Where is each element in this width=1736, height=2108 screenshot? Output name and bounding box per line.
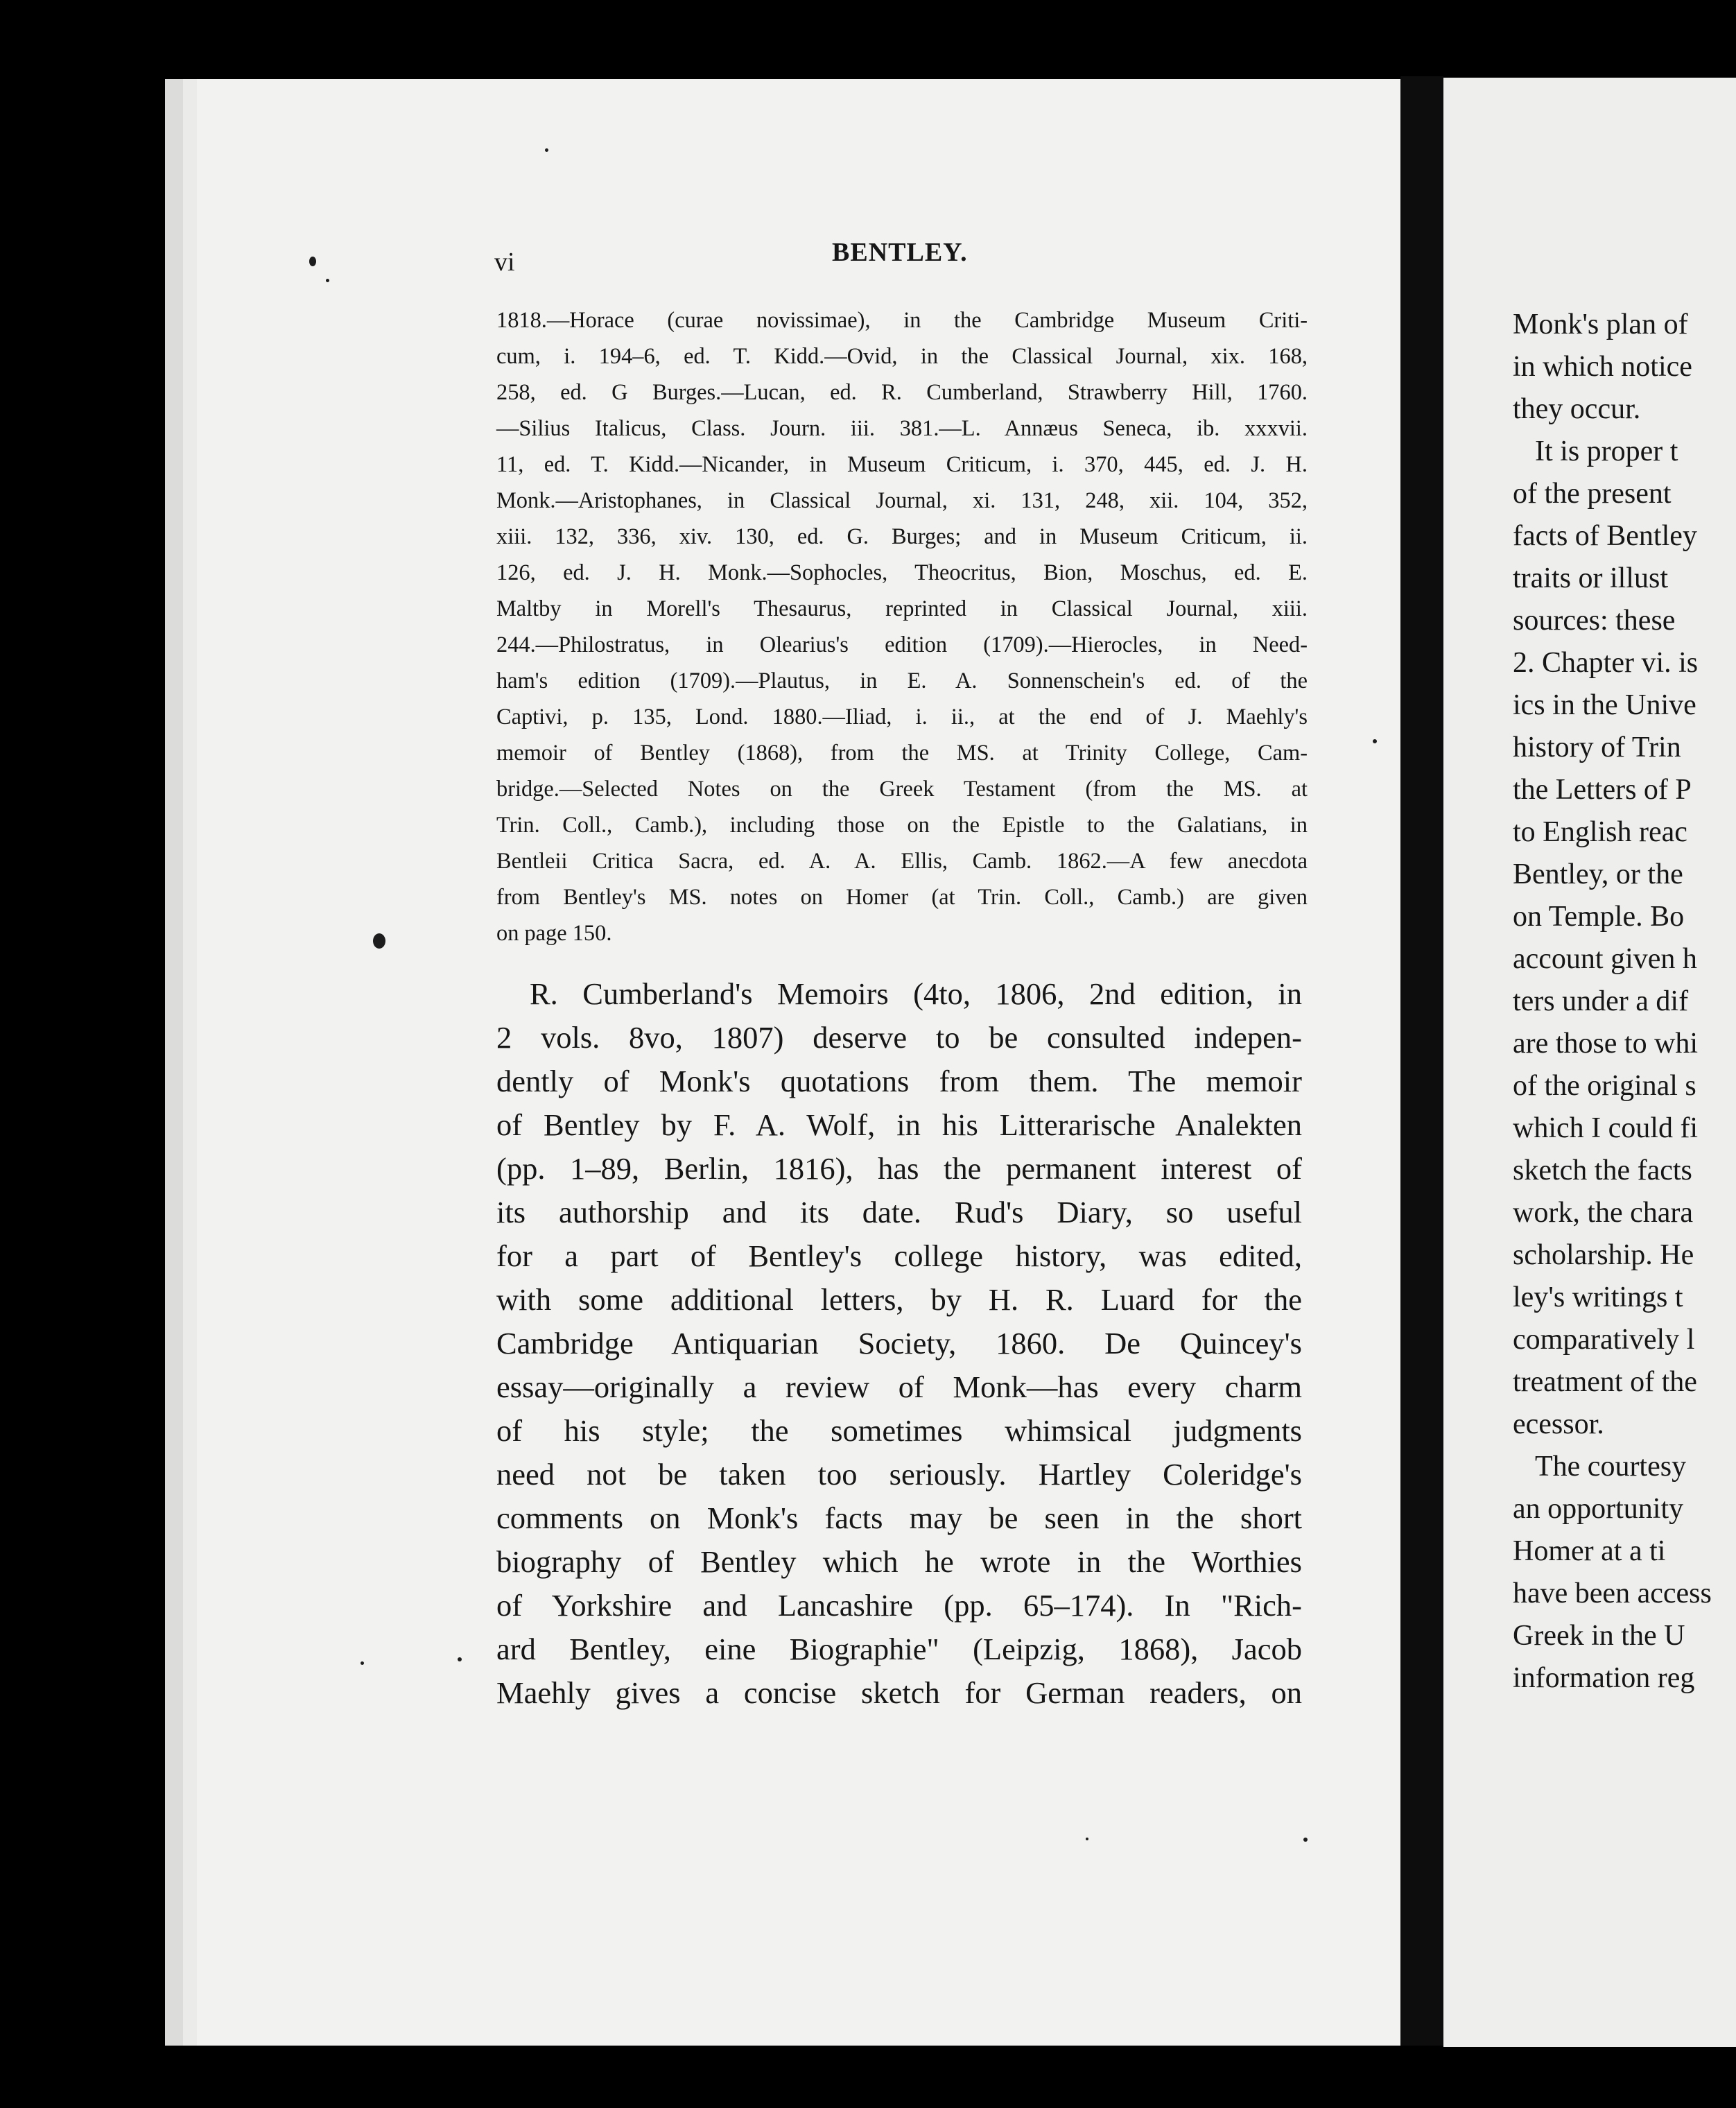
right-page-line: treatment of the <box>1513 1366 1697 1398</box>
bibliography-line: 11, ed. T. Kidd.—Nicander, in Museum Criticum, i. 370, 445, ed. J. H. <box>496 452 1308 477</box>
right-page-line: ics in the Unive <box>1513 689 1696 721</box>
bibliography-line: xiii. 132, 336, xiv. 130, ed. G. Burges; and in Museum Criticum, ii. <box>496 524 1308 549</box>
bibliography-line: Trin. Coll., Camb.), including those on the Epistle to the Galatians, in <box>496 813 1308 838</box>
right-page-line: 2. Chapter vi. is <box>1513 647 1699 679</box>
right-page-line: the Letters of P <box>1513 774 1692 806</box>
right-page-line: scholarship. He <box>1513 1239 1694 1271</box>
bibliography-line: 1818.—Horace (curae novissimae), in the Cambridge Museum Criti- <box>496 308 1308 333</box>
right-page-line: to English reac <box>1513 816 1687 848</box>
body-line: biography of Bentley which he wrote in the Worthies <box>496 1544 1302 1579</box>
bibliography-line: from Bentley's MS. notes on Homer (at Trin. Coll., Camb.) are given <box>496 885 1308 910</box>
right-page-line: The courtesy <box>1535 1451 1687 1483</box>
bibliography-line: cum, i. 194–6, ed. T. Kidd.—Ovid, in the Classical Journal, xix. 168, <box>496 344 1308 369</box>
bibliography-line: Maltby in Morell's Thesaurus, reprinted in Classical Journal, xiii. <box>496 596 1308 621</box>
page-number: vi <box>494 248 515 277</box>
right-page-line: an opportunity <box>1513 1493 1684 1525</box>
right-page-line: have been access <box>1513 1578 1712 1609</box>
body-line: R. Cumberland's Memoirs (4to, 1806, 2nd edition, in <box>530 976 1302 1011</box>
right-page-line: are those to whi <box>1513 1028 1699 1060</box>
body-line: need not be taken too seriously. Hartley Coleridge's <box>496 1457 1302 1492</box>
right-page-line: in which notice <box>1513 351 1692 383</box>
right-page-line: Bentley, or the <box>1513 858 1683 890</box>
bibliography-line: —Silius Italicus, Class. Journ. iii. 381.—L. Annæus Seneca, ib. xxxvii. <box>496 416 1308 441</box>
body-paragraph <box>496 972 1302 1715</box>
bibliography-notes <box>496 302 1308 951</box>
right-page-line: of the original s <box>1513 1070 1696 1102</box>
bibliography-line: 126, ed. J. H. Monk.—Sophocles, Theocritus, Bion, Moschus, ed. E. <box>496 560 1308 585</box>
bibliography-line: Monk.—Aristophanes, in Classical Journal, xi. 131, 248, xii. 104, 352, <box>496 488 1308 513</box>
right-page <box>1443 78 1736 2047</box>
right-page-line: Greek in the U <box>1513 1620 1685 1652</box>
body-line: with some additional letters, by H. R. Luard for the <box>496 1282 1302 1317</box>
right-page-text <box>1513 304 1736 1700</box>
right-page-line: It is proper t <box>1535 435 1678 467</box>
right-page-line: traits or illust <box>1513 562 1668 594</box>
right-page-line: Monk's plan of <box>1513 309 1688 340</box>
bibliography-line: 244.—Philostratus, in Olearius's edition (1709).—Hierocles, in Need- <box>496 632 1308 657</box>
bibliography-line: ham's edition (1709).—Plautus, in E. A. Sonnenschein's ed. of the <box>496 668 1308 693</box>
body-line: comments on Monk's facts may be seen in the short <box>496 1501 1302 1535</box>
right-page-line: ley's writings t <box>1513 1281 1683 1313</box>
body-line: for a part of Bentley's college history, was edited, <box>496 1238 1302 1273</box>
body-line: its authorship and its date. Rud's Diary, so useful <box>496 1195 1302 1229</box>
body-line: dently of Monk's quotations from them. The memoir <box>496 1064 1302 1098</box>
right-page-line: Homer at a ti <box>1513 1535 1666 1567</box>
right-page-line: sources: these <box>1513 605 1676 637</box>
right-page-line: comparatively l <box>1513 1324 1695 1356</box>
right-page-line: of the present <box>1513 478 1672 510</box>
right-page-line: which I could fi <box>1513 1112 1699 1144</box>
right-page-line: facts of Bentley <box>1513 520 1697 552</box>
body-line: of Bentley by F. A. Wolf, in his Litterarische Analekten <box>496 1107 1302 1142</box>
bibliography-line: on page 150. <box>496 921 612 946</box>
body-line: of Yorkshire and Lancashire (pp. 65–174). In "Rich- <box>496 1588 1302 1623</box>
bibliography-line: 258, ed. G Burges.—Lucan, ed. R. Cumberland, Strawberry Hill, 1760. <box>496 380 1308 405</box>
right-page-line: on Temple. Bo <box>1513 901 1685 933</box>
book-gutter <box>1400 76 1443 2046</box>
body-line: Maehly gives a concise sketch for German readers, on <box>496 1675 1302 1710</box>
right-page-line: history of Trin <box>1513 732 1681 763</box>
right-page-line: ecessor. <box>1513 1408 1604 1440</box>
bibliography-line: Bentleii Critica Sacra, ed. A. A. Ellis, Camb. 1862.—A few anecdota <box>496 849 1308 874</box>
body-line: essay—originally a review of Monk—has every charm <box>496 1370 1302 1404</box>
right-page-line: ters under a dif <box>1513 985 1689 1017</box>
right-page-line: work, the chara <box>1513 1197 1694 1229</box>
bibliography-line: bridge.—Selected Notes on the Greek Testament (from the MS. at <box>496 777 1308 802</box>
right-page-line: information reg <box>1513 1662 1695 1694</box>
body-line: (pp. 1–89, Berlin, 1816), has the permanent interest of <box>496 1151 1302 1186</box>
right-page-line: sketch the facts <box>1513 1155 1692 1186</box>
body-line: 2 vols. 8vo, 1807) deserve to be consulted indepen- <box>496 1020 1302 1055</box>
body-line: ard Bentley, eine Biographie" (Leipzig, 1868), Jacob <box>496 1632 1302 1666</box>
right-page-line: account given h <box>1513 943 1697 975</box>
bibliography-line: Captivi, p. 135, Lond. 1880.—Iliad, i. ii., at the end of J. Maehly's <box>496 705 1308 729</box>
bibliography-line: memoir of Bentley (1868), from the MS. at Trinity College, Cam- <box>496 741 1308 766</box>
running-title: BENTLEY. <box>832 238 968 267</box>
right-page-line: they occur. <box>1513 393 1641 425</box>
body-line: Cambridge Antiquarian Society, 1860. De Quincey's <box>496 1326 1302 1360</box>
body-line: of his style; the sometimes whimsical judgments <box>496 1413 1302 1448</box>
